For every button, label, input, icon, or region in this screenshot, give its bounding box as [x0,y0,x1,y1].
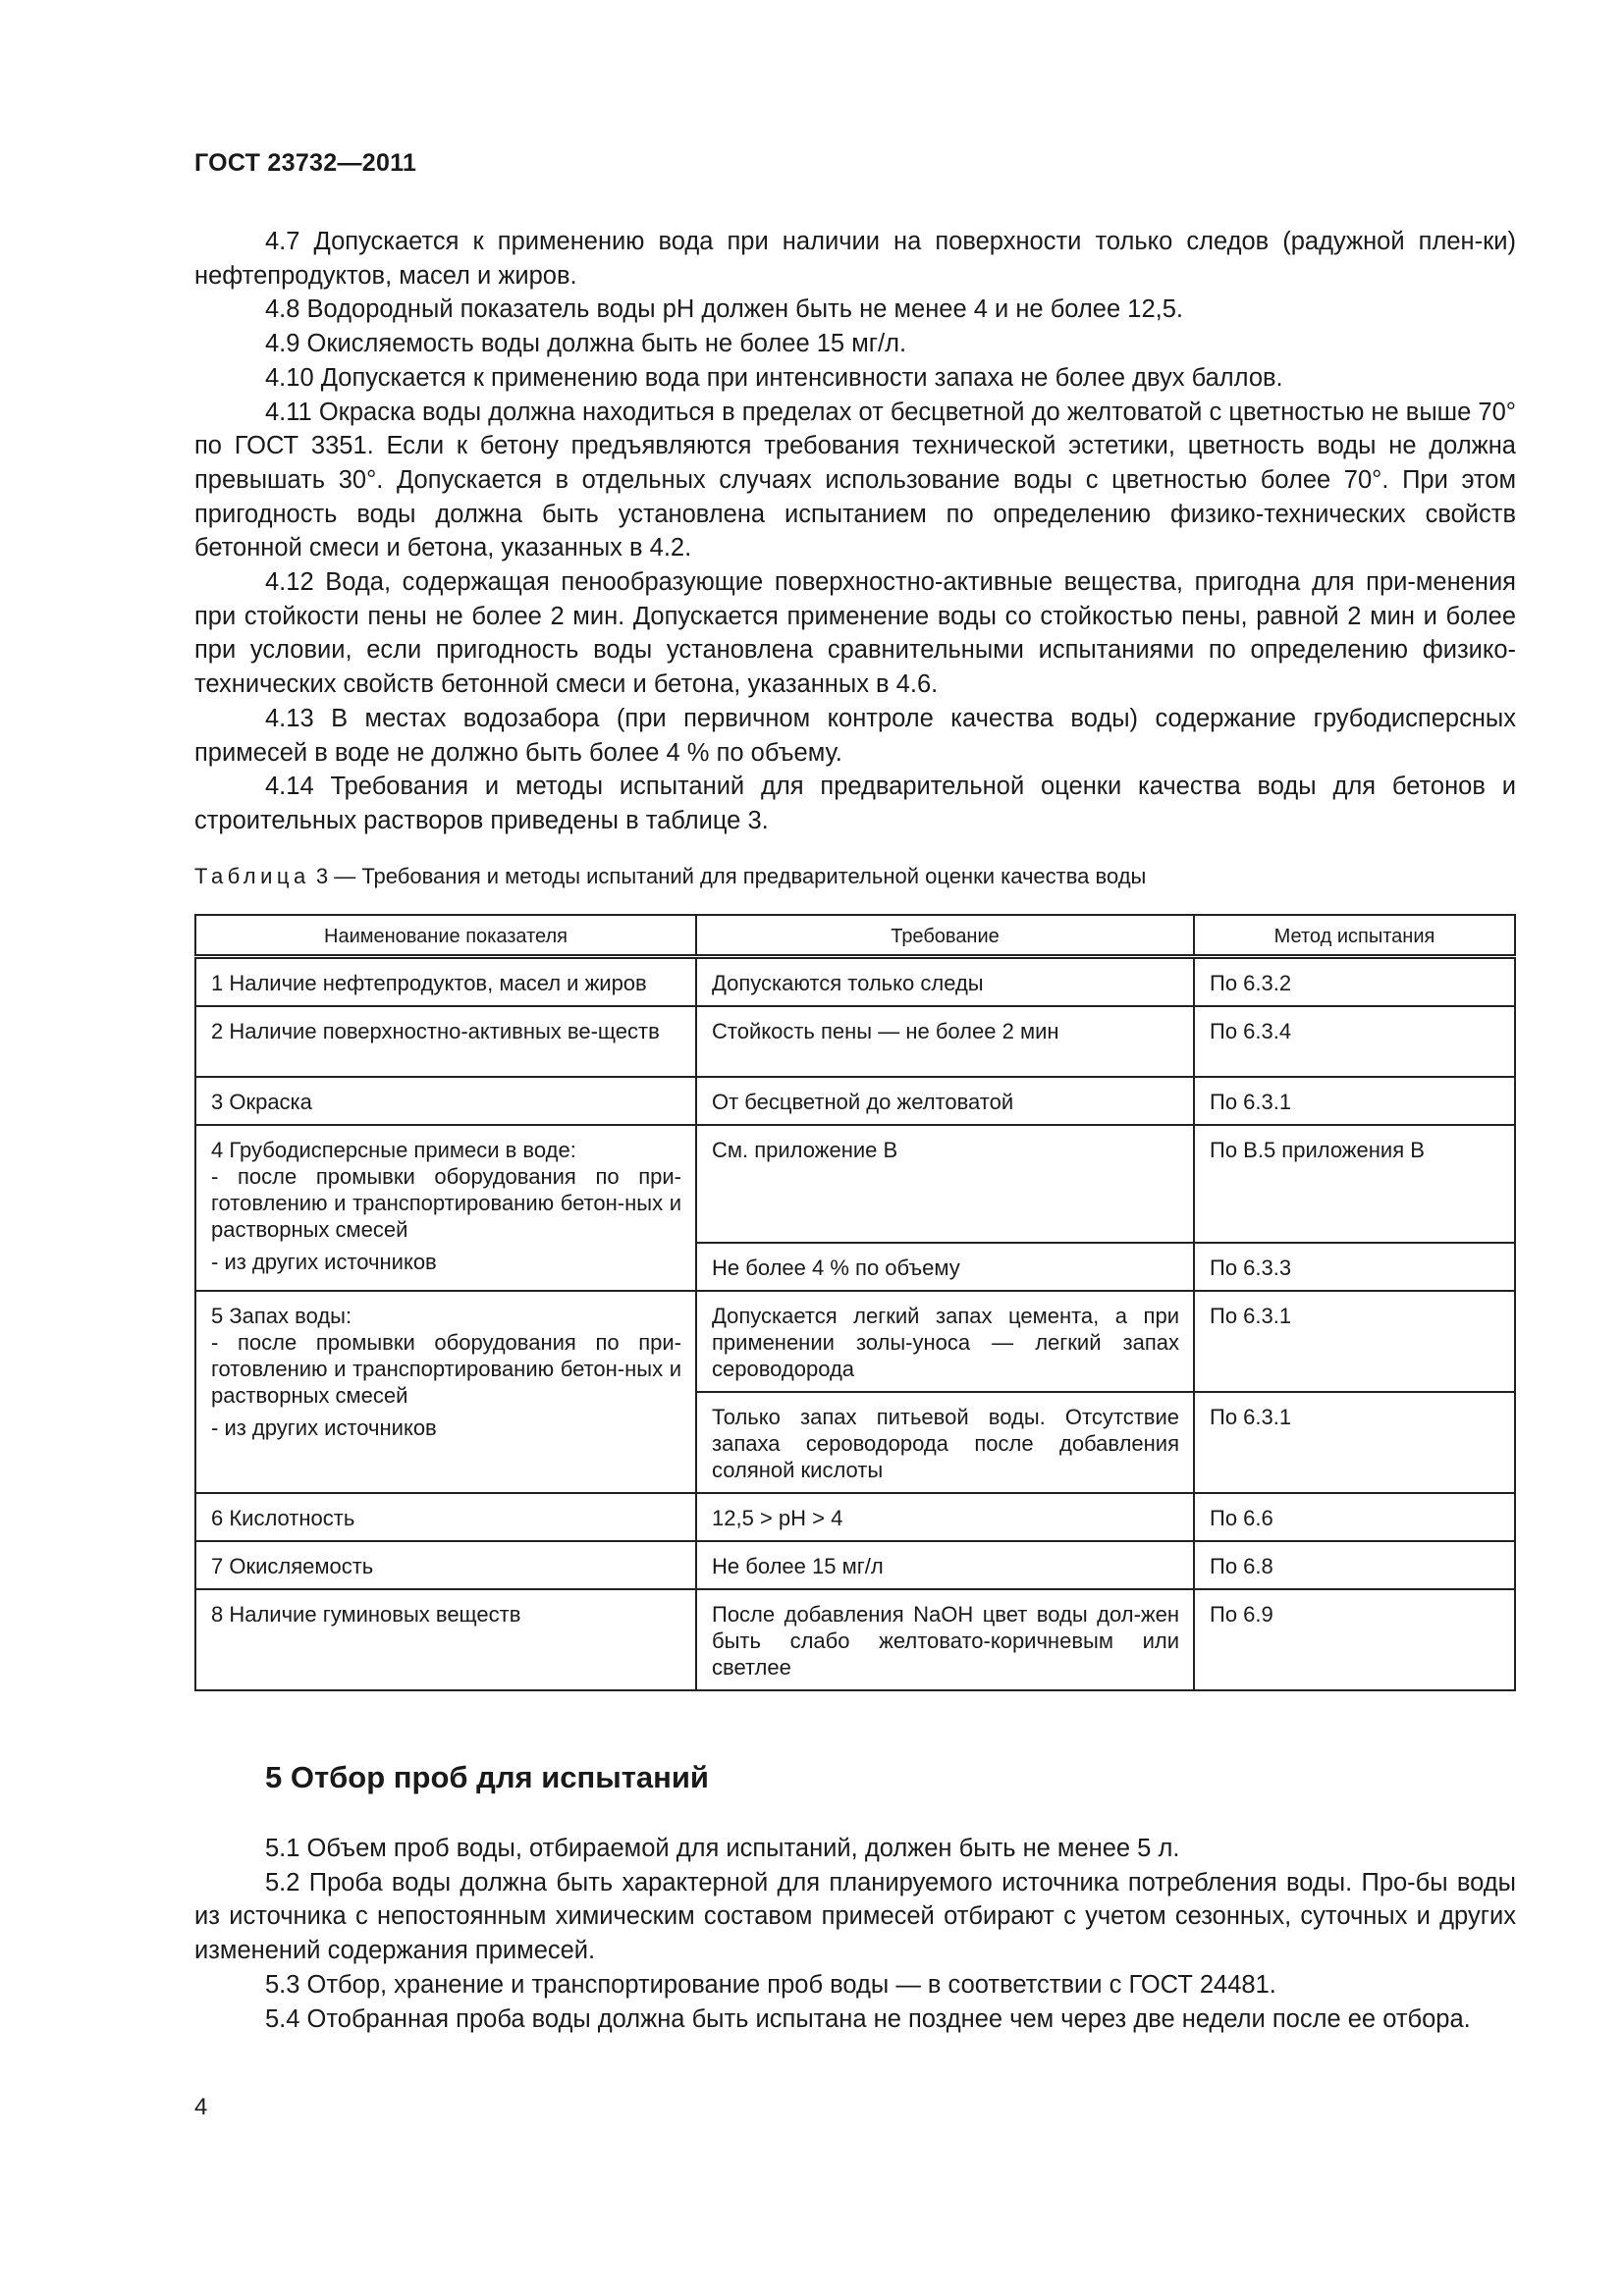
table-caption-text: 3 — Требования и методы испытаний для предварительной оценки качества воды [315,864,1147,888]
indicator-subitem: - из других источников [211,1415,437,1440]
cell-method: По 6.3.1 [1194,1291,1515,1392]
cell-indicator: 7 Окисляемость [195,1541,696,1589]
cell-method: По 6.3.1 [1194,1392,1515,1493]
document-code-header: ГОСТ 23732—2011 [194,149,417,177]
cell-method: По В.5 приложения В [1194,1125,1515,1243]
cell-requirement [696,1392,1194,1493]
table-row [195,1291,1515,1392]
indicator-subitem: - после промывки оборудования по при-готовлению и транспортированию бетон-ных и растворных смесей [211,1330,681,1408]
cell-indicator [195,1006,696,1077]
intro-text [194,225,1516,838]
cell-indicator [195,1291,696,1493]
cell-requirement: См. приложение В [696,1125,1194,1243]
cell-requirement: 12,5 > pH > 4 [696,1493,1194,1541]
cell-indicator: 3 Окраска [195,1077,696,1125]
page-number: 4 [194,2094,208,2120]
cell-requirement: Стойкость пены — не более 2 мин [696,1006,1194,1077]
section-5-text [194,1832,1516,2036]
paragraph-4-8: 4.8 Водородный показатель воды pH должен быть не менее 4 и не более 12,5. [265,295,1183,324]
cell-method: По 6.3.1 [1194,1077,1515,1125]
paragraph-5-4: 5.4 Отобранная проба воды должна быть испытана не позднее чем через две недели после ее отбора. [265,2004,1471,2033]
paragraph-4-14: 4.14 Требования и методы испытаний для предварительной оценки качества воды для бетонов и строительных растворов приведены в таблице 3. [194,773,1516,834]
cell-requirement: От бесцветной до желтоватой [696,1077,1194,1125]
table-row [195,1541,1515,1589]
table-caption-label: Таблица [194,864,310,888]
indicator-subitem: - из других источников [211,1250,437,1274]
table-row [195,1125,1515,1243]
indicator-subitem: - после промывки оборудования по при-готовлению и транспортированию бетон-ных и растворных смесей [211,1164,681,1242]
table-caption [194,864,1146,889]
cell-method: По 6.8 [1194,1541,1515,1589]
indicator-title: 5 Запах воды: [211,1304,352,1328]
paragraph-5-2: 5.2 Проба воды должна быть характерной для планируемого источника потребления воды. Про-бы воды из источника с непостоянным химическим составом примесей отбирают с учетом сезонных, суточных и других изменений содержания примесей. [194,1868,1516,1965]
cell-requirement: Не более 4 % по объему [696,1243,1194,1291]
cell-requirement-text: После добавления NaOH цвет воды дол-жен быть слабо желтовато-коричневым или светлее [712,1602,1179,1680]
cell-requirement-text: Допускается легкий запах цемента, а при применении золы-уноса — легкий запах сероводорода [712,1304,1179,1381]
paragraph-4-11: 4.11 Окраска воды должна находиться в пределах от бесцветной до желтоватой с цветностью не выше 70° по ГОСТ 3351. Если к бетону предъявляются требования технической эстетики, цветность воды не должна превышать 30°. Допускается в отдельных случаях использование воды с цветностью более 70°. При этом пригодность воды должна быть установлена испытанием по определению физико-технических свойств бетонной смеси и бетона, указанных в 4.2. [194,398,1516,562]
cell-indicator [195,1125,696,1291]
indicator-title: 4 Грубодисперсные примеси в воде: [211,1138,576,1162]
cell-requirement: Допускаются только следы [696,957,1194,1007]
cell-indicator: 8 Наличие гуминовых веществ [195,1589,696,1690]
cell-indicator-text: 2 Наличие поверхностно-активных ве-ществ [211,1019,660,1043]
cell-requirement [696,1589,1194,1690]
requirements-table [194,914,1516,1691]
paragraph-4-13: 4.13 В местах водозабора (при первичном контроле качества воды) содержание грубодисперсных примесей в воде не должно быть более 4 % по объему. [194,704,1516,767]
table-row [195,1589,1515,1690]
paragraph-5-3: 5.3 Отбор, хранение и транспортирование проб воды — в соответствии с ГОСТ 24481. [265,1970,1276,1999]
paragraph-4-9: 4.9 Окисляемость воды должна быть не более 15 мг/л. [265,330,907,358]
table-row [195,957,1515,1007]
paragraph-4-12: 4.12 Вода, содержащая пенообразующие поверхностно-активные вещества, пригодна для при-менения при стойкости пены не более 2 мин. Допускается применение воды со стойкостью пены, равной 2 мин и более при условии, если пригодность воды установлена сравнительными испытаниями по определению физико-технических свойств бетонной смеси и бетона, указанных в 4.6. [194,568,1516,699]
table-row [195,1493,1515,1541]
header-indicator: Наименование показателя [195,915,696,957]
cell-method: По 6.3.3 [1194,1243,1515,1291]
paragraph-4-7: 4.7 Допускается к применению вода при наличии на поверхности только следов (радужной плен-ки) нефтепродуктов, масел и жиров. [194,228,1516,290]
cell-method: По 6.3.4 [1194,1006,1515,1077]
cell-indicator: 1 Наличие нефтепродуктов, масел и жиров [195,957,696,1007]
paragraph-4-10: 4.10 Допускается к применению вода при интенсивности запаха не более двух баллов. [265,363,1283,392]
cell-method: По 6.9 [1194,1589,1515,1690]
table-row [195,1006,1515,1077]
cell-method: По 6.6 [1194,1493,1515,1541]
cell-requirement [696,1291,1194,1392]
paragraph-5-1: 5.1 Объем проб воды, отбираемой для испытаний, должен быть не менее 5 л. [265,1835,1180,1862]
header-method: Метод испытания [1194,915,1515,957]
cell-indicator: 6 Кислотность [195,1493,696,1541]
cell-method: По 6.3.2 [1194,957,1515,1007]
cell-requirement: Не более 15 мг/л [696,1541,1194,1589]
cell-requirement-text: Только запах питьевой воды. Отсутствие запаха сероводорода после добавления соляной кислоты [712,1405,1179,1482]
header-requirement: Требование [696,915,1194,957]
section-5-heading: 5 Отбор проб для испытаний [265,1760,709,1794]
table-row [195,1077,1515,1125]
table-header-row [195,915,1515,957]
